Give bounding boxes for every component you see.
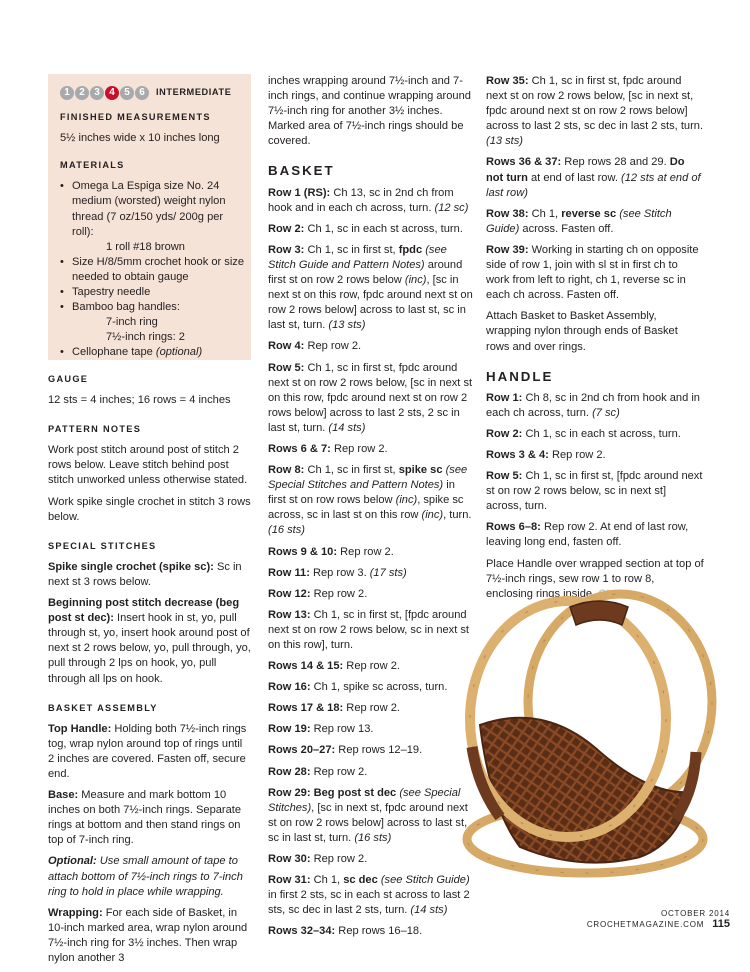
basket-row: Row 4: Rep row 2. bbox=[268, 340, 362, 353]
basket-row: Rows 36 & 37: Rep rows 28 and 29. Do not turn at end of last row. (12 sts at end of last row) bbox=[486, 156, 701, 199]
basket-photo bbox=[450, 577, 720, 884]
gauge-text: 12 sts = 4 inches; 16 rows = 4 inches bbox=[48, 394, 231, 407]
assembly-step: Base: Measure and mark bottom 10 inches on both 7½-inch rings. Separate rings at bottom and then stand rings on top of 7-inch ring. bbox=[48, 789, 242, 847]
handle-row: Row 1: Ch 8, sc in 2nd ch from hook and in each ch across, turn. (7 sc) bbox=[486, 391, 700, 419]
basket-row: Row 30: Rep row 2. bbox=[268, 853, 368, 866]
skill-level-2: 2 bbox=[75, 86, 89, 100]
basket-row: Row 29: Beg post st dec (see Special Stitches), [sc in next st, fpdc around next st on row 2 rows below] across to last st, sc in last st, turn. (16 sts) bbox=[268, 786, 468, 844]
basket-row: Row 31: Ch 1, sc dec (see Stitch Guide) in first 2 sts, sc in each st across to last 2 sts, sc dec in last 2 sts, turn. (14 sts) bbox=[268, 874, 470, 917]
handle-row: Rows 6–8: Rep row 2. At end of last row, leaving long end, fasten off. bbox=[486, 521, 689, 549]
basket-row: Row 19: Rep row 13. bbox=[268, 723, 374, 736]
basket-row: Row 5: Ch 1, sc in first st, fpdc around next st on row 2 rows below, [sc in next st on this row, fpdc around next st on row 2 rows below] across to last 2 sts, 2 sc in last st, turn. (14 sts) bbox=[268, 361, 473, 434]
basket-row: Row 39: Working in starting ch on opposite side of row 1, join with sl st in first ch to work from left to right, ch 1, reverse sc in each ch across. Fasten off. bbox=[486, 243, 699, 302]
basket-row: Row 12: Rep row 2. bbox=[268, 587, 368, 600]
basket-row: Row 16: Ch 1, spike sc across, turn. bbox=[268, 681, 448, 694]
basket-row: Row 1 (RS): Ch 13, sc in 2nd ch from hook and in each ch across, turn. (12 sc) bbox=[268, 186, 469, 214]
skill-level-3: 3 bbox=[90, 86, 104, 100]
skill-level-5: 5 bbox=[120, 86, 134, 100]
column-2 bbox=[268, 74, 473, 946]
end-mark: C! bbox=[598, 587, 610, 600]
handle-row: Rows 3 & 4: Rep row 2. bbox=[486, 448, 606, 461]
gauge-heading: GAUGE bbox=[48, 374, 89, 384]
column-1 bbox=[48, 372, 251, 972]
assembly-step: Top Handle: Holding both 7½-inch rings tog, wrap nylon around top of rings until 2 inches are covered. Fasten off, secure end. bbox=[48, 722, 247, 780]
basket-row: Row 3: Ch 1, sc in first st, fpdc (see Stitch Guide and Pattern Notes) around first st on row 2 rows below (inc), [sc in next st on this row, fpdc around next st on row 2 rows below] across to last st, sc in last st, turn. (13 sts) bbox=[268, 243, 473, 332]
materials-heading: MATERIALS bbox=[60, 160, 125, 171]
handle-heading: HANDLE bbox=[486, 368, 554, 384]
basket-row: Row 28: Rep row 2. bbox=[268, 765, 368, 778]
column-3 bbox=[486, 74, 704, 608]
finished-text: 5½ inches wide x 10 inches long bbox=[60, 132, 220, 145]
basket-row: Rows 9 & 10: Rep row 2. bbox=[268, 545, 394, 558]
assembly-step: Wrapping: For each side of Basket, in 10-inch marked area, wrap nylon around 7½-inch ring for 3½ inches. Then wrap nylon another 3 bbox=[48, 906, 248, 964]
basket-row: Row 13: Ch 1, sc in first st, [fpdc around next st on row 2 rows below, sc in next st on this row], turn. bbox=[268, 608, 470, 651]
basket-row: Rows 17 & 18: Rep row 2. bbox=[268, 702, 400, 715]
skill-level-6: 6 bbox=[135, 86, 149, 100]
special-stitches-heading: SPECIAL STITCHES bbox=[48, 540, 157, 551]
skill-level bbox=[60, 85, 245, 100]
basket-row: Row 35: Ch 1, sc in first st, fpdc around next st on row 2 rows below, [sc in next st, fpdc around next st on row 2 rows below] across to last 2 sts, sc dec in last 2 sts, turn. (13 sts) bbox=[486, 75, 704, 148]
skill-level-1: 1 bbox=[60, 86, 74, 100]
pattern-note: Work post stitch around post of stitch 2 rows below. Leave stitch behind post stitch unworked unless otherwise stated. bbox=[48, 444, 248, 487]
finished-heading: FINISHED MEASUREMENTS bbox=[60, 112, 211, 123]
handle-row: Row 5: Ch 1, sc in first st, [fpdc around next st on row 2 rows below, sc in next st] across, turn. bbox=[486, 470, 703, 513]
handle-row: Row 2: Ch 1, sc in each st across, turn. bbox=[486, 427, 681, 440]
basket-row: Row 2: Ch 1, sc in each st across, turn. bbox=[268, 222, 463, 235]
footer-text: OCTOBER 2014 CROCHETMAGAZINE.COM bbox=[586, 909, 730, 929]
materials-panel bbox=[60, 85, 245, 361]
material-item: • Omega La Espiga size No. 24 medium (worsted) weight nylon thread (7 oz/150 yds/ 200g per roll): 1 roll #18 brown bbox=[60, 179, 245, 254]
basket-row: Rows 20–27: Rep rows 12–19. bbox=[268, 744, 423, 757]
special-stitch: Beginning post stitch decrease (beg post st dec): Insert hook in st, yo, pull through st, yo, insert hook around post of next st 2 rows below, yo, pull through, yo, pull through 2 lps on hook, yo, pull through all lps on hook. bbox=[48, 597, 251, 685]
page-number: 115 bbox=[712, 918, 730, 930]
assembly-wrap-continued: inches wrapping around 7½-inch and 7-inch rings, and continue wrapping around 7½-inch ring for another 3½ inches. Marked area of 7½-inch rings should be covered. bbox=[268, 75, 471, 148]
material-item: • Bamboo bag handles: 7-inch ring 7½-inch rings: 2 bbox=[60, 300, 245, 345]
basket-row: Row 11: Rep row 3. (17 sts) bbox=[268, 566, 407, 579]
handle-place: Place Handle over wrapped section at top of 7½-inch rings, sew row 1 to row 8, enclosing rings inside. C! bbox=[486, 557, 704, 600]
skill-label: INTERMEDIATE bbox=[156, 87, 232, 97]
basket-row: Rows 14 & 15: Rep row 2. bbox=[268, 660, 400, 673]
material-item: • Size H/8/5mm crochet hook or size needed to obtain gauge bbox=[60, 255, 245, 285]
basket-row: Rows 32–34: Rep rows 16–18. bbox=[268, 925, 423, 938]
basket-heading: BASKET bbox=[268, 163, 335, 179]
basket-row: Rows 6 & 7: Rep row 2. bbox=[268, 442, 388, 455]
materials-list bbox=[60, 179, 245, 360]
basket-row: Row 38: Ch 1, reverse sc (see Stitch Guide) across. Fasten off. bbox=[486, 207, 672, 235]
basket-assembly-heading: BASKET ASSEMBLY bbox=[48, 702, 158, 713]
pattern-notes-heading: PATTERN NOTES bbox=[48, 424, 142, 435]
page-footer bbox=[520, 909, 730, 930]
skill-level-4: 4 bbox=[105, 86, 119, 100]
special-stitch: Spike single crochet (spike sc): Sc in next st 3 rows below. bbox=[48, 560, 242, 588]
material-item: • Cellophane tape (optional) bbox=[60, 345, 245, 360]
basket-row: Row 8: Ch 1, sc in first st, spike sc (see Special Stitches and Pattern Notes) in first st on row rows below (inc), spike sc across, sc in last st on this row (inc), turn. (16 sts) bbox=[268, 464, 472, 537]
basket-attach: Attach Basket to Basket Assembly, wrapping nylon through ends of Basket rows and over rings. bbox=[486, 310, 678, 353]
assembly-step: Optional: Use small amount of tape to attach bottom of 7½-inch rings to 7-inch ring to hold in place while wrapping. bbox=[48, 855, 243, 898]
material-item: • Tapestry needle bbox=[60, 285, 245, 300]
pattern-note: Work spike single crochet in stitch 3 rows below. bbox=[48, 495, 251, 523]
